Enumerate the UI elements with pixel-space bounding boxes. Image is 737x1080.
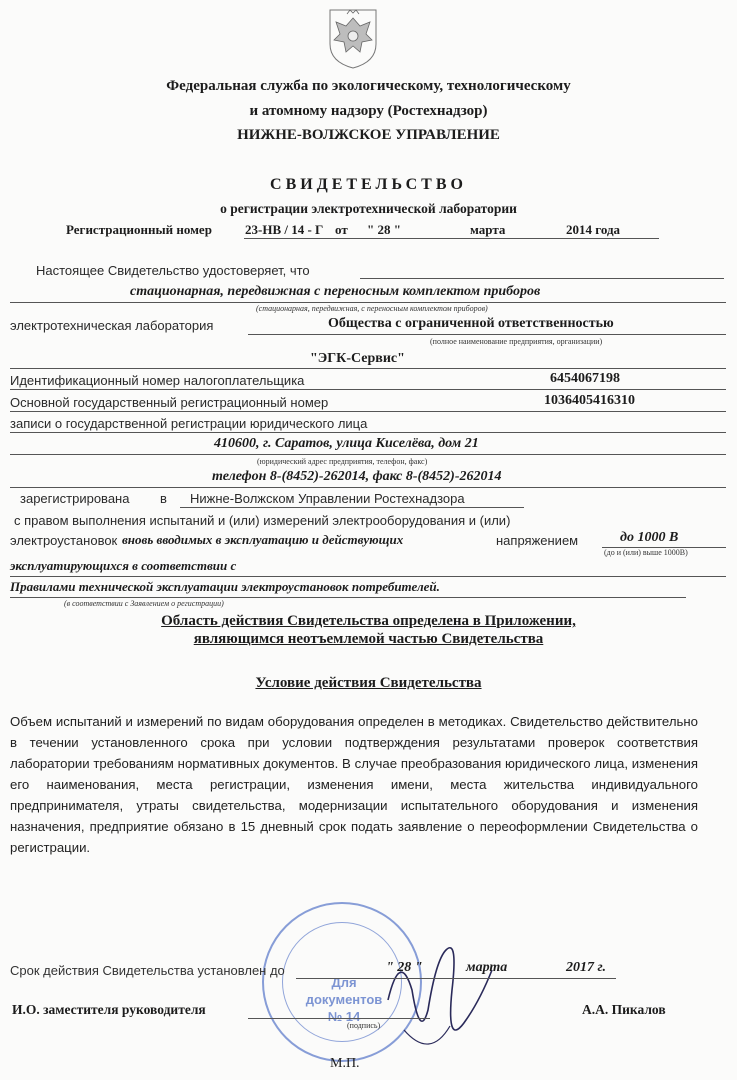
stamp-line-3: № 14 — [327, 1009, 361, 1024]
agency-line-2: и атомному надзору (Ростехнадзор) — [249, 103, 488, 119]
address-hint: (юридический адрес предприятия, телефон, факс) — [257, 457, 428, 466]
seal-label: М.П. — [330, 1056, 360, 1071]
signer-role: И.О. заместителя руководителя — [12, 1002, 206, 1017]
validity-day: " 28 " — [386, 960, 423, 975]
intro-underline — [360, 278, 724, 279]
rules-underline — [10, 597, 686, 598]
conditions-text: Объем испытаний и измерений по видам оборудования определен в методиках. Свидетельство действительно в течении установленного срока при условии подтверждения результатами проверок соответствия лаборатории требованиям нормативных документов. В случае преобразования юридического лица, изменения его наименования, места регистрации, изменения имени, места жительства индивидуального предпринимателя, утраты свидетельства, модернизации испытательного оборудования и изменения назначения, предприятие обязано в 15 дневный срок подать заявление о переоформлении Свидетельства о регистрации. — [10, 714, 698, 855]
voltage-value: до 1000 В — [620, 530, 679, 545]
scope-line-1: Область действия Свидетельства определена в Приложении, — [161, 613, 576, 629]
scope-line-2: являющимся неотъемлемой частью Свидетельства — [193, 631, 544, 647]
registration-month: марта — [470, 222, 506, 237]
record-underline — [10, 432, 726, 433]
ogrn-value: 1036405416310 — [544, 393, 635, 408]
lab-label: электротехническая лаборатория — [10, 318, 214, 333]
registration-label: Регистрационный номер — [66, 222, 212, 237]
voltage-label: напряжением — [496, 533, 579, 548]
voltage-hint: (до и (или) выше 1000В) — [604, 548, 688, 557]
inn-value: 6454067198 — [550, 371, 620, 386]
registered-underline — [180, 507, 524, 508]
rights-line: с правом выполнения испытаний и (или) измерений электрооборудования и (или) — [14, 513, 511, 528]
validity-label: Срок действия Свидетельства установлен до — [10, 963, 285, 978]
agency-line-1: Федеральная служба по экологическому, технологическому — [166, 78, 571, 94]
signature-icon — [380, 930, 500, 1065]
rules-hint: (в соответствии с Заявлением о регистрации) — [64, 599, 224, 608]
organization-hint: (полное наименование предприятия, организации) — [430, 337, 603, 346]
lab-type-value: стационарная, передвижная с переносным комплектом приборов — [130, 284, 541, 299]
stamp-line-2: документов — [305, 992, 383, 1007]
conditions-heading: Условие действия Свидетельства — [255, 675, 482, 691]
organization-underline — [248, 334, 726, 335]
registration-from: от — [335, 222, 348, 237]
registration-number: 23-НВ / 14 - Г — [245, 222, 324, 237]
installations-type: вновь вводимых в эксплуатацию и действующих — [122, 532, 404, 547]
registration-year: 2014 года — [566, 222, 621, 237]
lab-type-underline — [10, 302, 726, 303]
registered-label: зарегистрирована — [20, 491, 130, 506]
signature-underline — [248, 1018, 430, 1019]
inn-underline — [10, 389, 726, 390]
registered-authority: Нижне-Волжском Управлении Ростехнадзора — [190, 491, 465, 506]
coat-of-arms-icon — [326, 4, 380, 70]
record-label: записи о государственной регистрации юридического лица — [10, 416, 368, 431]
ogrn-label: Основной государственный регистрационный номер — [10, 395, 329, 410]
validity-year: 2017 г. — [566, 960, 606, 975]
organization-form: Общества с ограниченной ответственностью — [328, 316, 614, 331]
signer-name: А.А. Пикалов — [582, 1002, 666, 1017]
phone-fax: телефон 8-(8452)-262014, факс 8-(8452)-262014 — [212, 469, 502, 484]
organization-name-underline — [10, 368, 726, 369]
legal-address: 410600, г. Саратов, улица Киселёва, дом 21 — [214, 436, 479, 451]
address-underline — [10, 454, 726, 455]
department-name: НИЖНЕ-ВОЛЖСКОЕ УПРАВЛЕНИЕ — [237, 127, 500, 143]
phone-underline — [10, 487, 726, 488]
stamp-line-1: Для — [331, 975, 357, 990]
intro-text: Настоящее Свидетельство удостоверяет, что — [36, 263, 310, 278]
inn-label: Идентификационный номер налогоплательщика — [10, 373, 305, 388]
rules-line: Правилами технической эксплуатации электроустановок потребителей. — [10, 579, 440, 594]
registration-underline — [244, 238, 659, 239]
signature-hint: (подпись) — [347, 1021, 381, 1030]
lab-type-hint: (стационарная, передвижная, с переносным комплектом приборов) — [256, 304, 488, 313]
document-subtitle: о регистрации электротехнической лаборатории — [220, 201, 517, 216]
ogrn-underline — [10, 411, 726, 412]
installations-prefix: электроустановок — [10, 533, 118, 548]
exploit-underline — [10, 576, 726, 577]
validity-month: марта — [466, 960, 508, 975]
exploit-line: эксплуатирующихся в соответствии с — [10, 558, 237, 573]
registration-day: " 28 " — [367, 222, 401, 237]
organization-name: "ЭГК-Сервис" — [310, 351, 405, 366]
document-title: СВИДЕТЕЛЬСТВО — [270, 176, 467, 193]
registered-in: в — [160, 491, 167, 506]
validity-underline — [296, 978, 616, 979]
